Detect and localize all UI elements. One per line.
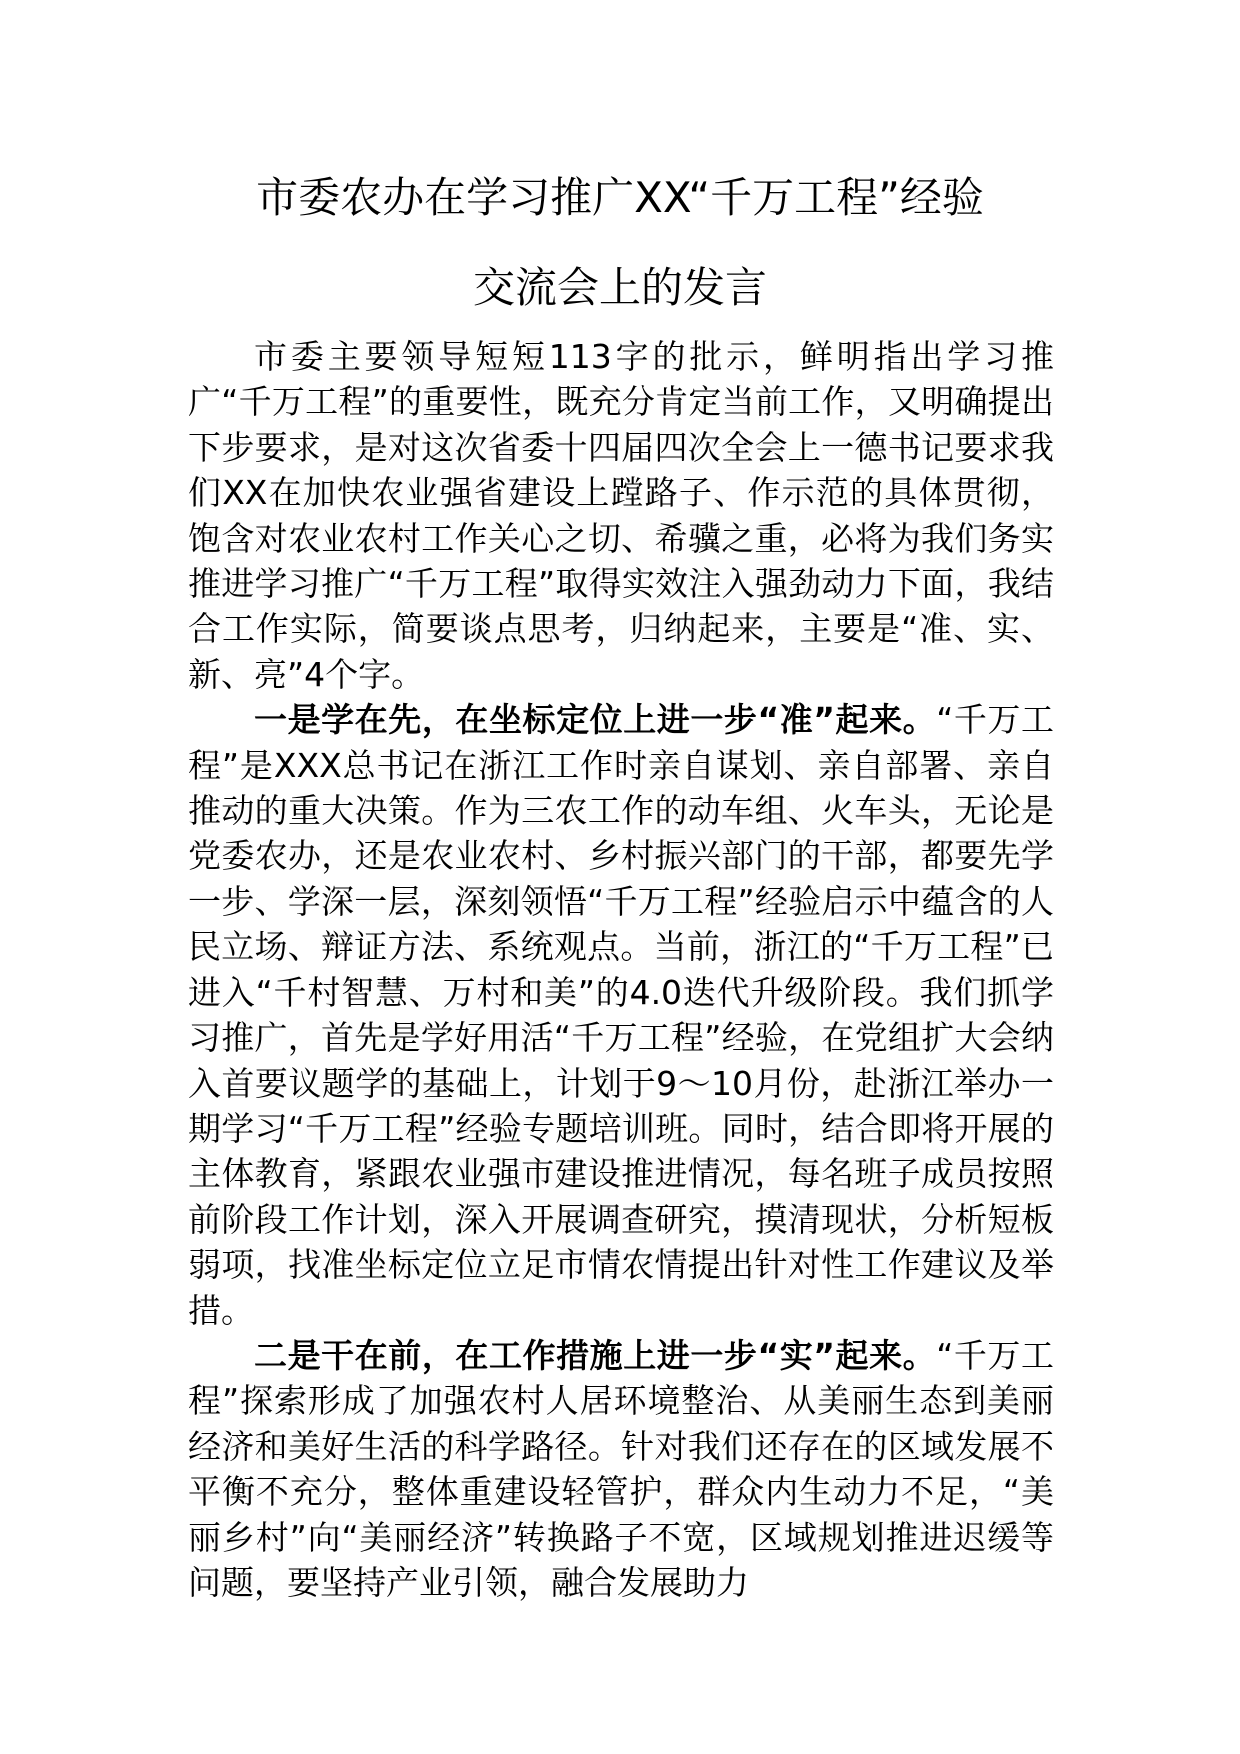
paragraph-1 (188, 334, 1054, 697)
paragraph-1-text: 市委主要领导短短113字的批示，鲜明指出学习推广“千万工程”的重要性，既充分肯定当前工作，又明确提出下步要求，是对这次省委十四届四次全会上一德书记要求我们XX在加快农业强省建设上蹚路子、作示范的具体贯彻，饱含对农业农村工作关心之切、希骥之重，必将为我们务实推进学习推广“千万工程”取得实效注入强劲动力下面，我结合工作实际，简要谈点思考，归纳起来，主要是“准、实、新、亮”4个字。 (188, 337, 1054, 694)
paragraph-3-lead: 二是干在前，在工作措施上进一步“实”起来。 (254, 1335, 937, 1375)
paragraph-2-text: “千万工程”是XXX总书记在浙江工作时亲自谋划、亲自部署、亲自推动的重大决策。作为三农工作的动车组、火车头，无论是党委农办，还是农业农村、乡村振兴部门的干部，都要先学一步、学深一层，深刻领悟“千万工程”经验启示中蕴含的人民立场、辩证方法、系统观点。当前，浙江的“千万工程”已进入“千村智慧、万村和美”的4.0迭代升级阶段。我们抓学习推广，首先是学好用活“千万工程”经验，在党组扩大会纳入首要议题学的基础上，计划于9～10月份，赴浙江举办一期学习“千万工程”经验专题培训班。同时，结合即将开展的主体教育，紧跟农业强市建设推进情况，每名班子成员按照前阶段工作计划，深入开展调查研究，摸清现状，分析短板弱项，找准坐标定位立足市情农情提出针对性工作建议及举措。 (188, 700, 1054, 1330)
paragraph-3 (188, 1333, 1054, 1605)
document-body (188, 334, 1054, 1605)
paragraph-3-text: “千万工程”探索形成了加强农村人居环境整治、从美丽生态到美丽经济和美好生活的科学路径。针对我们还存在的区域发展不平衡不充分，整体重建设轻管护，群众内生动力不足，“美丽乡村”向“美丽经济”转换路子不宽，区域规划推进迟缓等问题，要坚持产业引领，融合发展助力 (188, 1335, 1054, 1602)
document-title-line-2: 交流会上的发言 (472, 263, 767, 312)
paragraph-2 (188, 697, 1054, 1333)
document-title-line-1: 市委农办在学习推广XX“千万工程”经验 (256, 173, 984, 222)
paragraph-2-lead: 一是学在先，在坐标定位上进一步“准”起来。 (254, 700, 937, 740)
